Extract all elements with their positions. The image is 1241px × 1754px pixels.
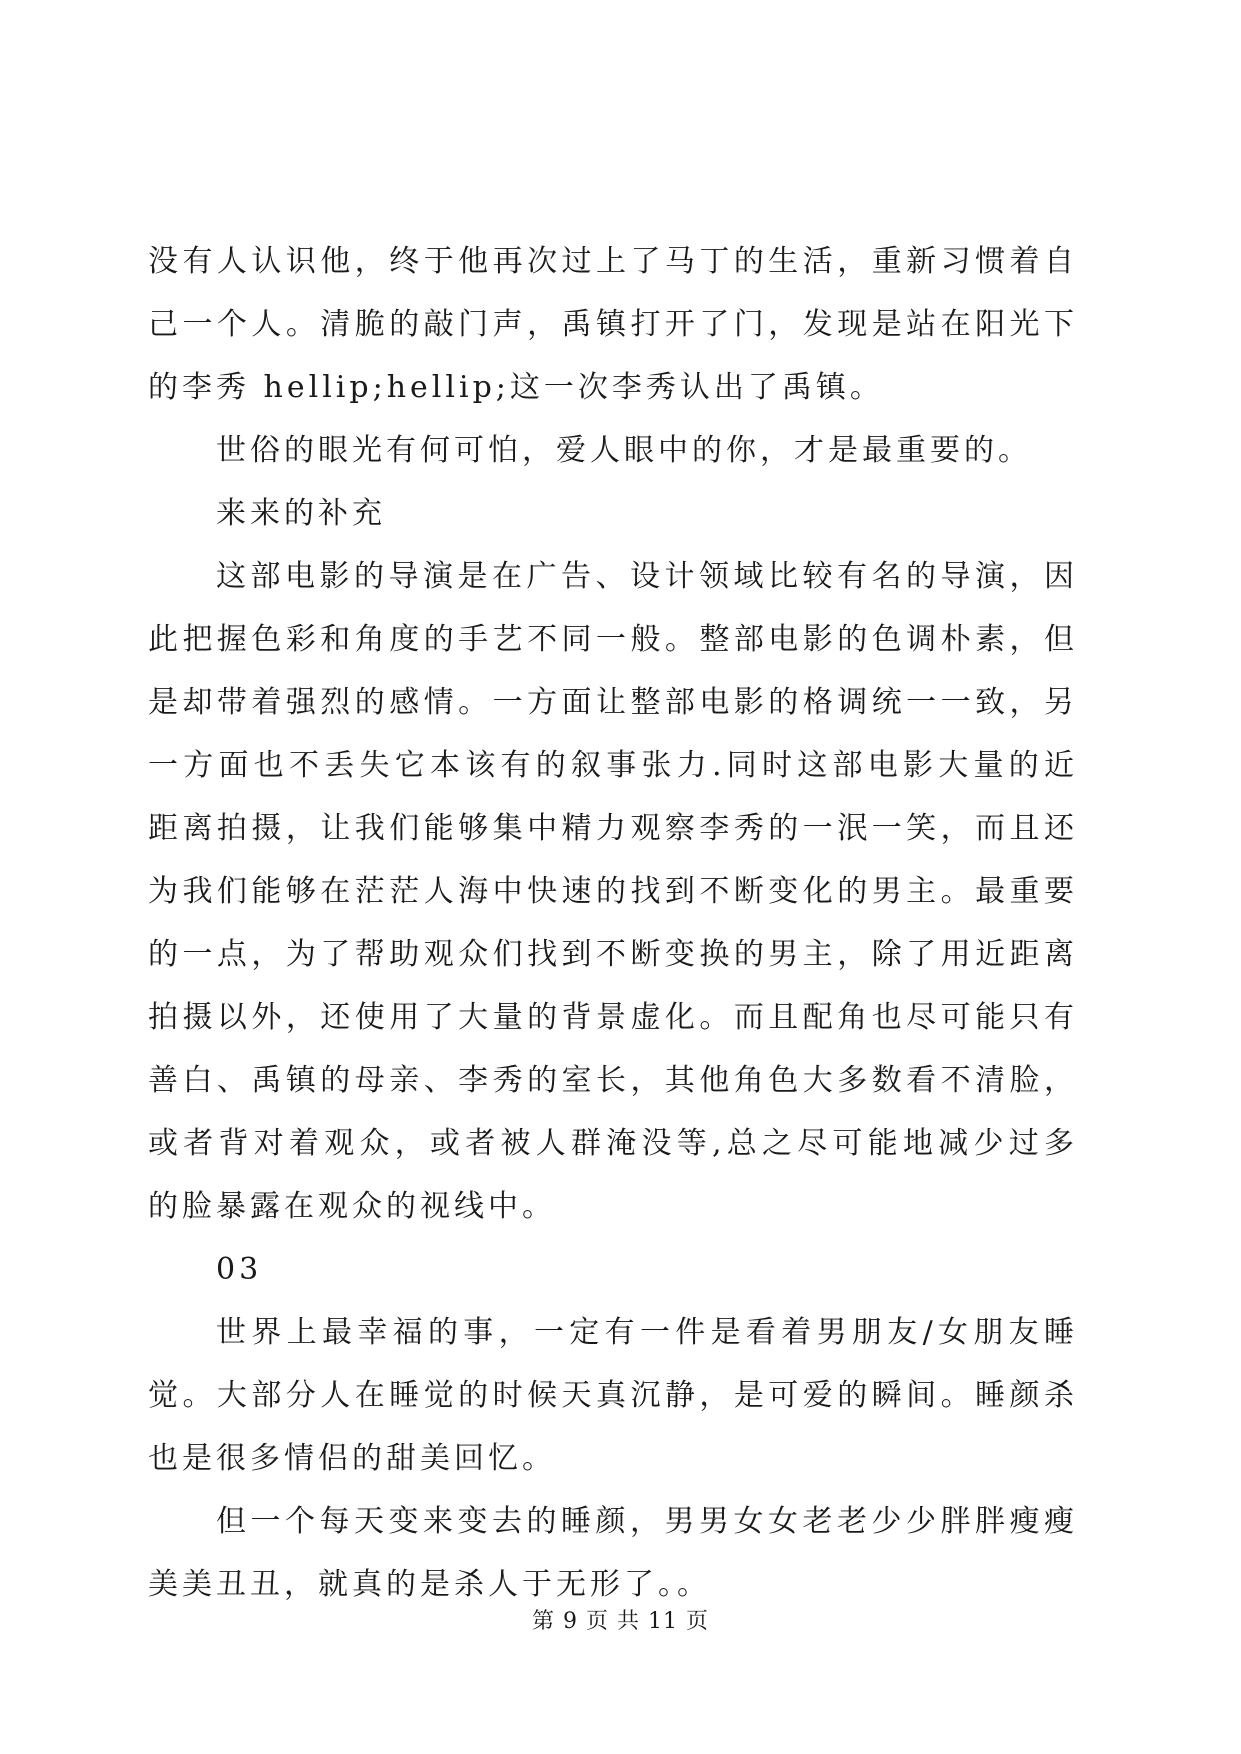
- paragraph-3: 这部电影的导演是在广告、设计领域比较有名的导演，因此把握色彩和角度的手艺不同一般。整部电影的色调朴素，但是却带着强烈的感情。一方面让整部电影的格调统一一致，另一方面也不丢失它本该有的叙事张力.同时这部电影大量的近距离拍摄，让我们能够集中精力观察李秀的一泯一笑，而且还为我们能够在茫茫人海中快速的找到不断变化的男主。最重要的一点，为了帮助观众们找到不断变换的男主，除了用近距离拍摄以外，还使用了大量的背景虚化。而且配角也尽可能只有善白、禹镇的母亲、李秀的室长，其他角色大多数看不清脸，或者背对着观众，或者被人群淹没等,总之尽可能地减少过多的脸暴露在观众的视线中。: [148, 559, 1078, 1224]
- paragraph-4: 世界上最幸福的事，一定有一件是看着男朋友/女朋友睡觉。大部分人在睡觉的时候天真沉静，是可爱的瞬间。睡颜杀也是很多情侣的甜美回忆。: [148, 1315, 1078, 1476]
- paragraph-5: 但一个每天变来变去的睡颜，男男女女老老少少胖胖瘦瘦美美丑丑，就真的是杀人于无形了。。: [148, 1504, 1078, 1602]
- document-body: [148, 230, 1078, 1616]
- section-heading: 来来的补充: [216, 496, 386, 531]
- paragraph-2: 世俗的眼光有何可怕，爱人眼中的你，才是最重要的。: [216, 433, 1032, 468]
- page-footer: [0, 1604, 1241, 1635]
- paragraph-1: 没有人认识他，终于他再次过上了马丁的生活，重新习惯着自己一个人。清脆的敲门声，禹镇打开了门，发现是站在阳光下的李秀 hellip;hellip;这一次李秀认出了禹镇。: [148, 244, 1078, 405]
- section-number: 03: [216, 1252, 263, 1287]
- page-number-label: 第 9 页 共 11 页: [532, 1609, 709, 1634]
